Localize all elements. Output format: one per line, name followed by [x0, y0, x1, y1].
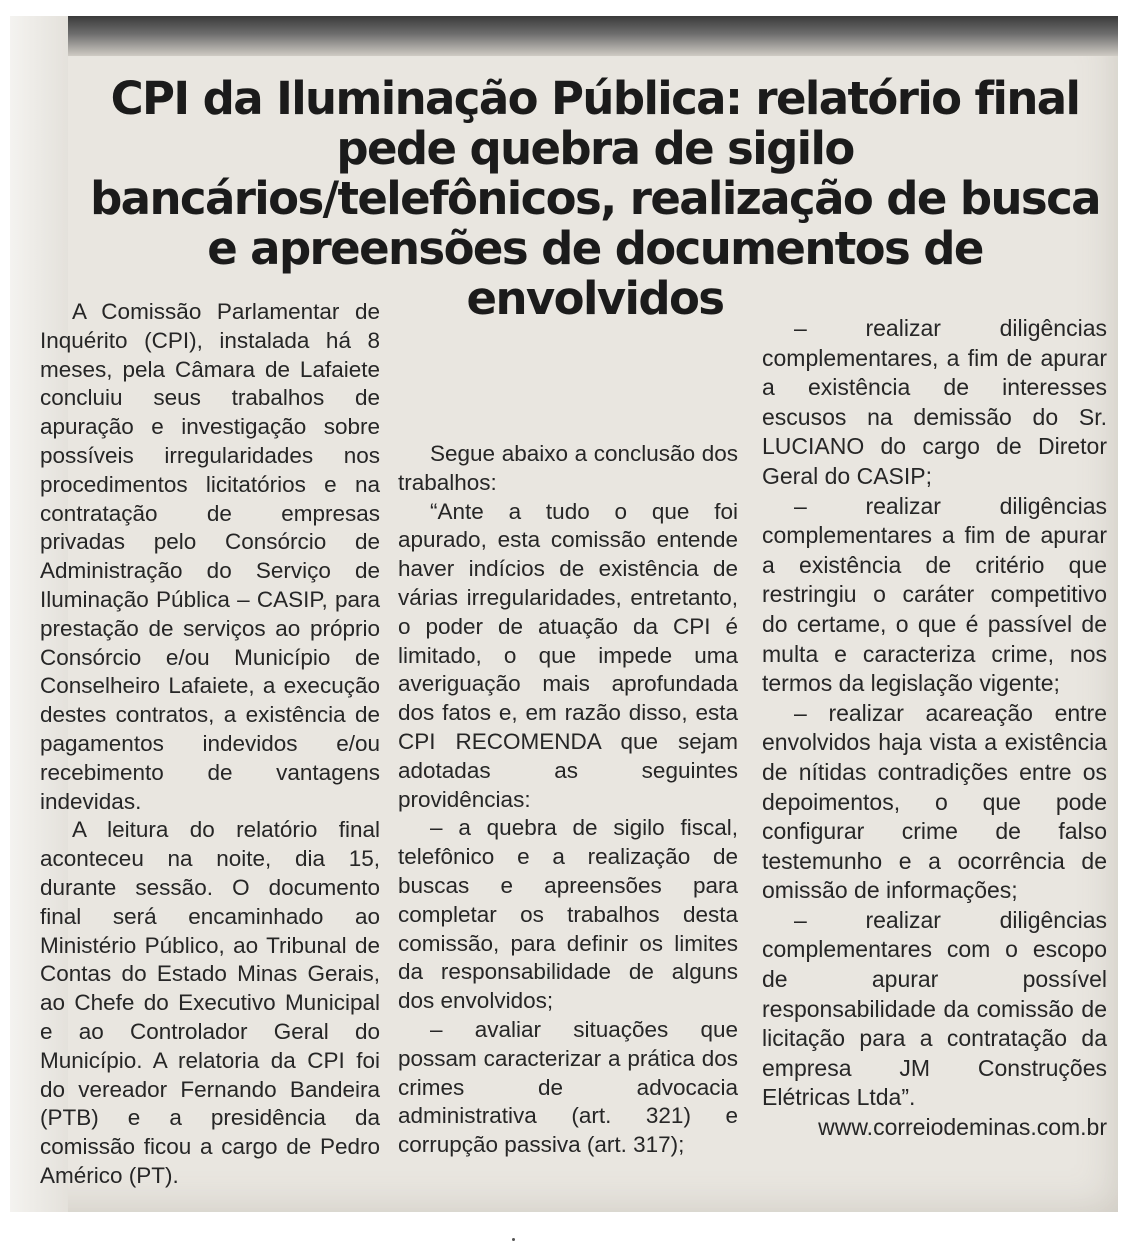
recommendation-6: – realizar diligências complementares com o escopo de apurar possível responsabilidade da comissão de licitação para a contratação da empresa JM Construções Elétricas Ltda”.: [762, 906, 1107, 1111]
column-3: [762, 314, 1107, 1143]
column-2-body: [398, 440, 738, 1160]
headline: CPI da Iluminação Pública: relatório final pede quebra de sigilo bancários/telefônicos, realização de busca e apreensões de documentos de envolvidos: [90, 72, 1100, 325]
paragraph-reading: A leitura do relatório final aconteceu na noite, dia 15, durante sessão. O documento final será encaminhado ao Ministério Público, ao Tribunal de Contas do Estado Minas Gerais, ao Chefe do Executivo Municipal e ao Controlador Geral do Município. A relatoria da CPI foi do vereador Fernando Bandeira (PTB) e a presidência da comissão ficou a cargo de Pedro Américo (PT).: [40, 817, 380, 1188]
recommendation-3: – realizar diligências complementares, a fim de apurar a existência de interesses escusos na demissão do Sr. LUCIANO do cargo de Diretor Geral do CASIP;: [762, 315, 1107, 489]
paragraph-segue: Segue abaixo a conclusão dos trabalhos:: [398, 441, 738, 495]
newspaper-clipping: [10, 16, 1118, 1212]
top-dark-band: [68, 16, 1118, 56]
paragraph-conclusion: “Ante a tudo o que foi apurado, esta comissão entende haver indícios de existência de várias irregularidades, entretanto, o poder de atuação da CPI é limitado, o que impede uma averiguação mais aprofundada dos fatos e, em razão disso, esta CPI RECOMENDA que sejam adotadas as seguintes providências:: [398, 498, 738, 812]
recommendation-1: – a quebra de sigilo fiscal, telefônico e a realização de buscas e apreensões para completar os trabalhos desta comissão, para definir os limites da responsabilidade de alguns dos envolvidos;: [398, 815, 738, 1014]
source-url: www.correiodeminas.com.br: [818, 1114, 1107, 1141]
paragraph-intro: A Comissão Parlamentar de Inquérito (CPI), instalada há 8 meses, pela Câmara de Lafaiete concluiu seus trabalhos de apuração e investigação sobre possíveis irregularidades nos procedimentos licitatórios e na contratação de empresas privadas pelo Consórcio de Administração do Serviço de Iluminação Pública – CASIP, para prestação de serviços ao próprio Consórcio e/ou Município de Conselheiro Lafaiete, a execução destes contratos, a existência de pagamentos indevidos e/ou recebimento de vantagens indevidas.: [40, 299, 380, 814]
recommendation-4: – realizar diligências complementares a fim de apurar a existência de critério que restringiu o caráter competitivo do certame, o que é passível de multa e caracteriza crime, nos termos da legislação vigente;: [762, 492, 1107, 697]
column-1: [40, 298, 380, 1188]
recommendation-2: – avaliar situações que possam caracterizar a prática dos crimes de advocacia administrativa (art. 321) e corrupção passiva (art. 317);: [398, 1016, 738, 1158]
stray-mark: [512, 1238, 515, 1241]
recommendation-5: – realizar acareação entre envolvidos haja vista a existência de nítidas contradições entre os depoimentos, o que pode configurar crime de falso testemunho e a ocorrência de omissão de informações;: [762, 699, 1107, 904]
